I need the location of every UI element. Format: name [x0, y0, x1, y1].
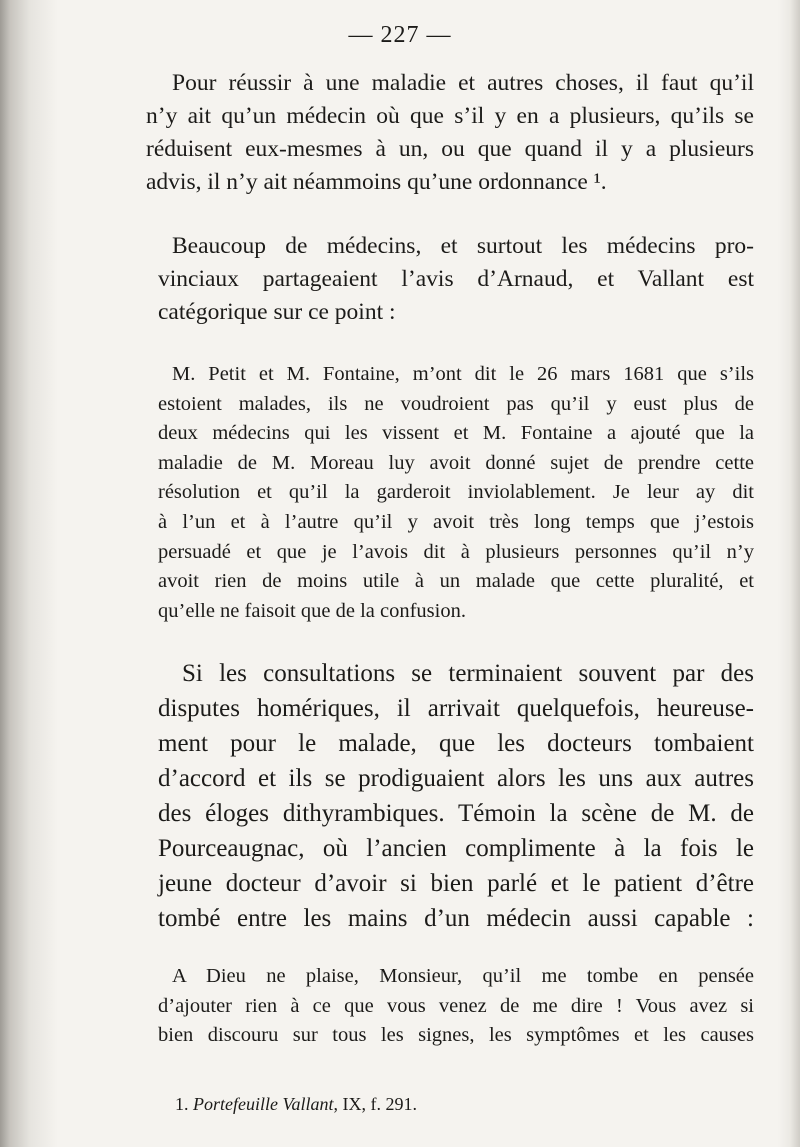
text-line: résolution et qu’il la garderoit inviolablement. Je leur ay dit	[158, 481, 754, 504]
footnote	[175, 1094, 417, 1115]
text-line: jeune docteur d’avoir si bien parlé et le patient d’être	[158, 870, 754, 897]
footnote-reference: , IX, f. 291.	[333, 1094, 417, 1114]
page-edge-shadow	[778, 0, 800, 1147]
text-line: M. Petit et M. Fontaine, m’ont dit le 26 mars 1681 que s’ils	[172, 363, 754, 385]
footnote-source: Portefeuille Vallant	[193, 1094, 334, 1114]
text-line: A Dieu ne plaise, Monsieur, qu’il me tombe en pensée	[172, 965, 754, 987]
text-line: d’ajouter rien à ce que vous venez de me dire ! Vous avez si	[158, 994, 754, 1017]
text-line: bien discouru sur tous les signes, les symptômes et les causes	[158, 1024, 754, 1047]
text-line: advis, il n’y ait néammoins qu’une ordonnance ¹.	[146, 169, 607, 195]
text-line: tombé entre les mains d’un médecin aussi capable :	[158, 905, 754, 932]
paragraph-2	[158, 230, 754, 329]
text-line: estoient malades, ils ne voudroient pas qu’il y eust plus de	[158, 392, 754, 415]
quotation-2	[158, 962, 754, 1051]
text-line: d’accord et ils se prodiguaient alors les uns aux autres	[158, 765, 754, 792]
text-line: Si les consultations se terminaient souvent par des	[182, 660, 754, 687]
text-line: qu’elle ne faisoit que de la confusion.	[158, 599, 466, 622]
paragraph-1	[146, 67, 754, 199]
text-line: Pourceaugnac, où l’ancien complimente à la fois le	[158, 835, 754, 862]
text-line: persuadé et que je l’avois dit à plusieurs personnes qu’il n’y	[158, 540, 754, 563]
text-line: n’y ait qu’un médecin où que s’il y en a plusieurs, qu’ils se	[146, 103, 754, 129]
text-line: disputes homériques, il arrivait quelquefois, heureuse-	[158, 695, 754, 722]
text-line: deux médecins qui les vissent et M. Fontaine a ajouté que la	[158, 422, 754, 445]
paragraph-3	[158, 656, 754, 936]
text-line: catégorique sur ce point :	[158, 299, 396, 325]
text-line: Beaucoup de médecins, et surtout les médecins pro-	[172, 233, 754, 259]
text-line: maladie de M. Moreau luy avoit donné sujet de prendre cette	[158, 451, 754, 474]
text-line: ment pour le malade, que les docteurs tombaient	[158, 730, 754, 757]
text-line: à l’un et à l’autre qu’il y avoit très long temps que j’estois	[158, 510, 754, 533]
footnote-number: 1.	[175, 1094, 189, 1114]
page-gutter-shadow	[0, 0, 58, 1147]
text-line: avoit rien de moins utile à un malade que cette pluralité, et	[158, 570, 754, 593]
text-line: réduisent eux-mesmes à un, ou que quand il y a plusieurs	[146, 136, 754, 162]
text-line: des éloges dithyrambiques. Témoin la scène de M. de	[158, 800, 754, 827]
quotation-1	[158, 360, 754, 626]
text-line: Pour réussir à une maladie et autres choses, il faut qu’il	[172, 70, 754, 96]
page-number: — 227 —	[348, 22, 452, 48]
text-line: vinciaux partageaient l’avis d’Arnaud, et Vallant est	[158, 266, 754, 292]
